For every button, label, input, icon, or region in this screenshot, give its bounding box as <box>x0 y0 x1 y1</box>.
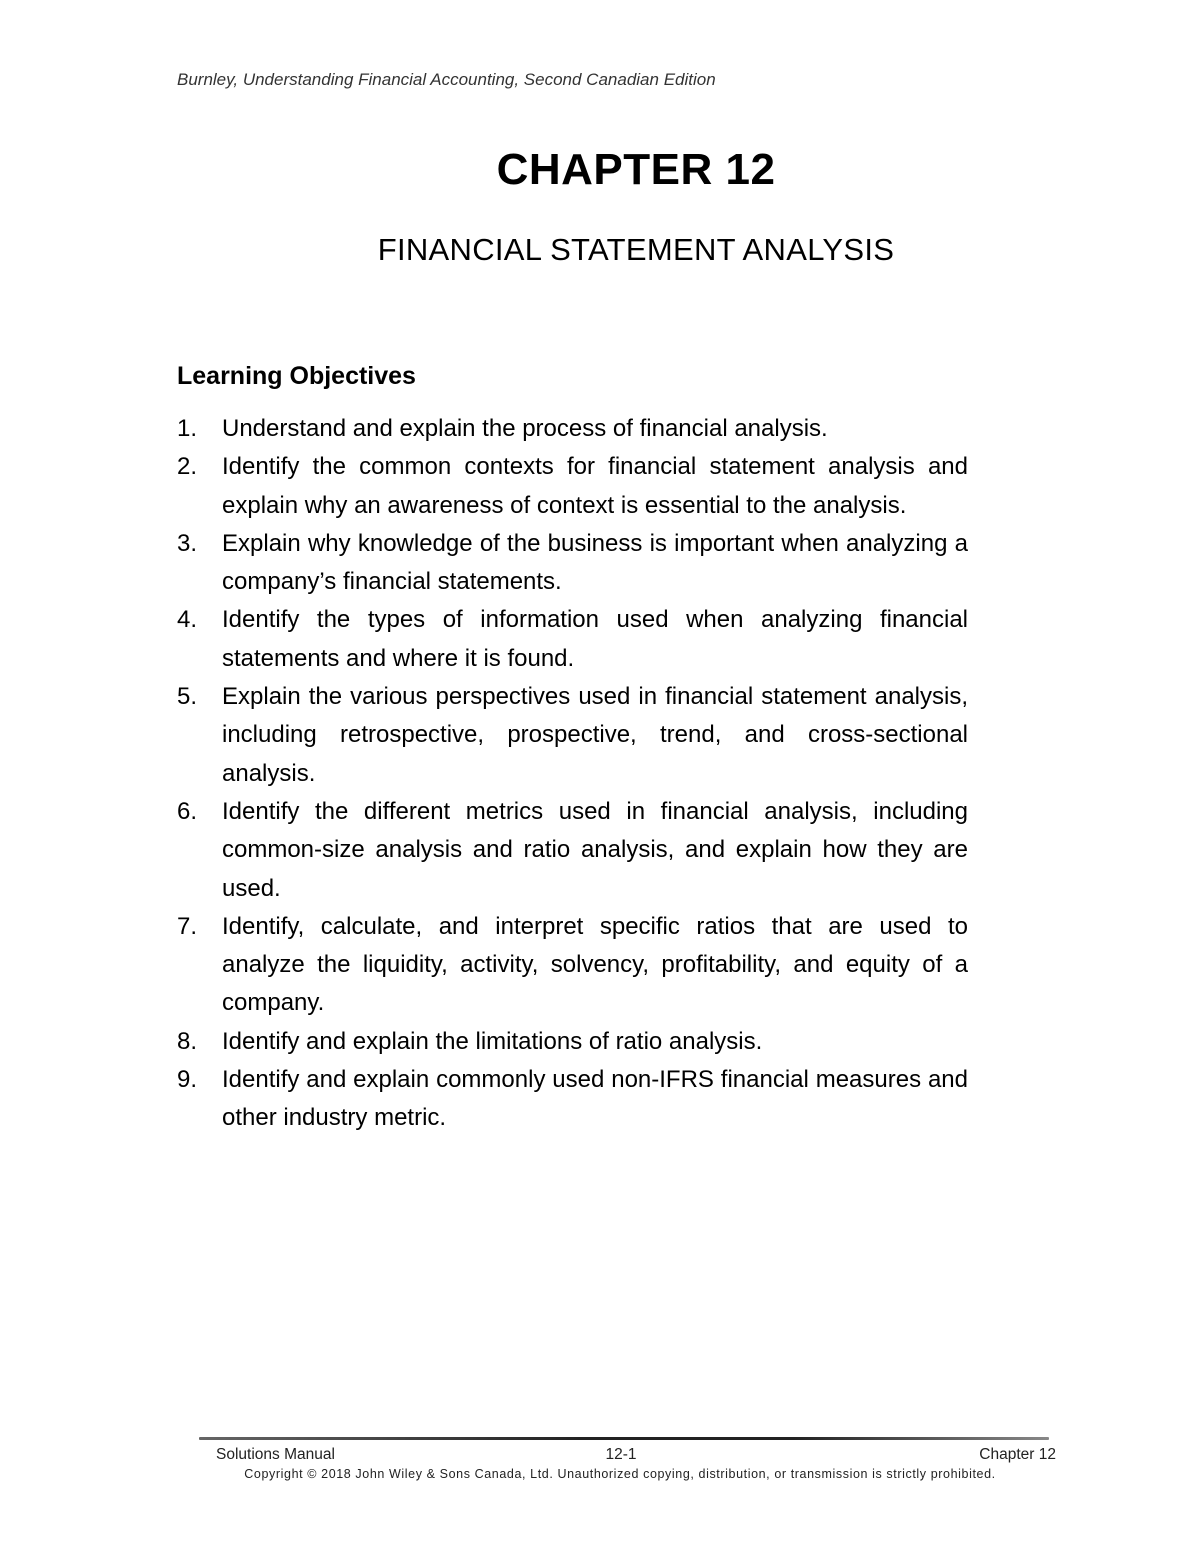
objective-text: Identify, calculate, and interpret specific ratios that are used to analyze the liquidity, activity, solvency, profitability, and equity of a company. <box>222 912 968 1017</box>
footer-manual-label: Solutions Manual <box>216 1446 335 1463</box>
objective-number: 8. <box>177 1027 198 1055</box>
objective-number: 7. <box>177 912 198 940</box>
objective-item <box>177 678 968 793</box>
footer-chapter-label: Chapter 12 <box>979 1446 1056 1463</box>
objective-number: 5. <box>177 683 198 711</box>
chapter-title: CHAPTER 12 <box>496 145 776 194</box>
objective-item <box>177 793 968 908</box>
objective-item <box>177 448 968 525</box>
objective-item <box>177 601 968 678</box>
objective-item <box>177 908 968 1023</box>
objective-text: Identify the types of information used when analyzing financial statements and where it is found. <box>222 606 968 672</box>
objective-text: Identify the common contexts for financial statement analysis and explain why an awareness of context is essential to the analysis. <box>222 453 968 519</box>
objective-item <box>177 525 968 602</box>
objective-text: Identify and explain commonly used non-IFRS financial measures and other industry metric. <box>222 1066 968 1132</box>
objective-number: 2. <box>177 453 198 481</box>
learning-objectives-list <box>177 410 968 1138</box>
objective-number: 6. <box>177 797 198 825</box>
objective-number: 9. <box>177 1066 198 1094</box>
objective-text: Explain the various perspectives used in financial statement analysis, including retrospective, prospective, trend, and cross-sectional analysis. <box>222 683 968 787</box>
objective-text: Explain why knowledge of the business is important when analyzing a company’s financial statements. <box>222 529 968 596</box>
footer-page-number: 12-1 <box>605 1446 637 1463</box>
chapter-subtitle: FINANCIAL STATEMENT ANALYSIS <box>377 232 895 267</box>
copyright-notice: Copyright © 2018 John Wiley & Sons Canada, Ltd. Unauthorized copying, distribution, or transmission is strictly prohibited. <box>244 1467 996 1481</box>
objective-item <box>177 1023 968 1061</box>
objective-text: Identify and explain the limitations of ratio analysis. <box>222 1027 763 1055</box>
objective-item <box>177 1061 968 1138</box>
footer-divider <box>199 1437 1049 1440</box>
objective-text: Identify the different metrics used in financial analysis, including common-size analysis and ratio analysis, and explain how they are used. <box>222 797 968 902</box>
learning-objectives-heading: Learning Objectives <box>177 362 416 390</box>
objective-item <box>177 410 968 448</box>
objective-number: 1. <box>177 415 198 442</box>
objective-number: 3. <box>177 529 198 557</box>
running-header: Burnley, Understanding Financial Accounting, Second Canadian Edition <box>177 70 716 89</box>
objective-text: Understand and explain the process of financial analysis. <box>222 415 828 442</box>
objective-number: 4. <box>177 606 198 634</box>
